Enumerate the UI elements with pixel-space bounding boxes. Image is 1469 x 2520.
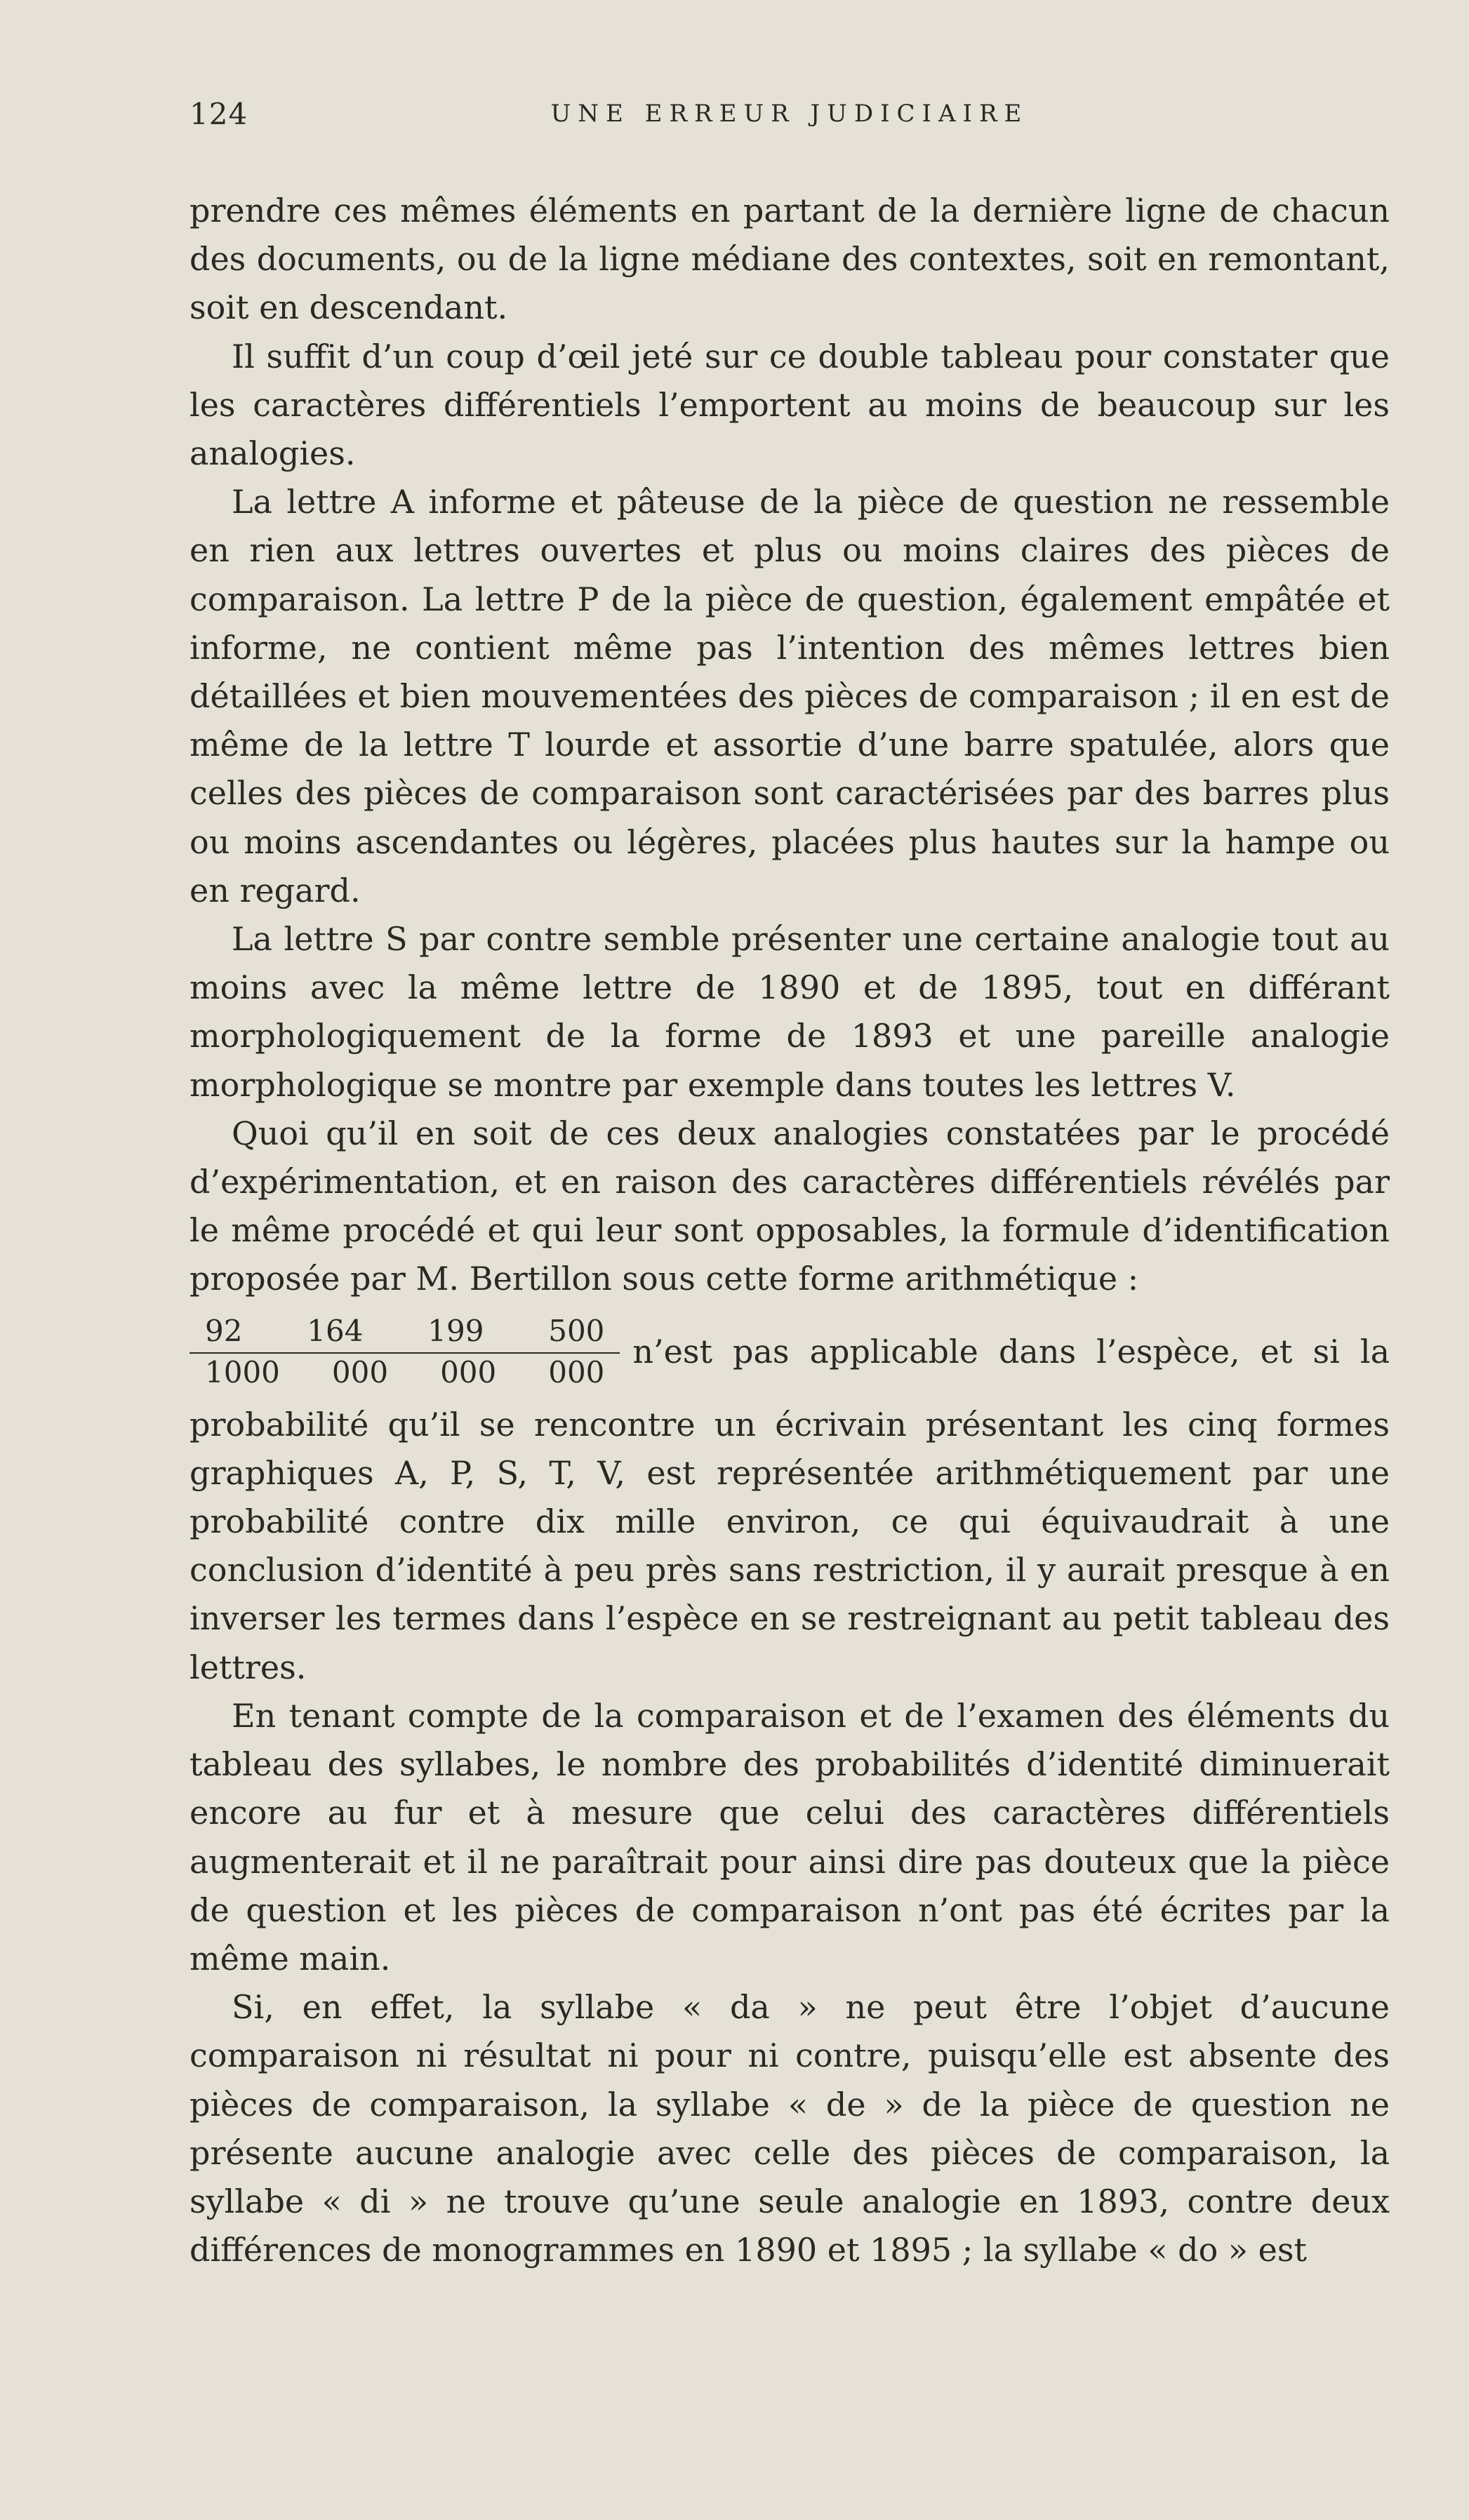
paragraph: Si, en effet, la syllabe « da » ne peut être l’objet d’aucune comparaison ni résultat ni pour ni contre, puisqu’elle est absente des pièces de comparaison, la syllabe « de » de la pièce de question ne présente aucune analogie avec celle des pièces de comparaison, la syllabe « di » ne trouve qu’une seule analogie en 1893, contre deux différences de monogrammes en 1890 et 1895 ; la syllabe « do » est xyxy=(190,1988,1390,2269)
paragraph: En tenant compte de la comparaison et de l’examen des éléments du tableau des syllabes, le nombre des probabilités d’identité diminuerait encore au fur et à mesure que celui des caractères différentiels augmenterait et il ne paraîtrait pour ainsi dire pas douteux que la pièce de question et les pièces de comparaison n’ont pas été écrites par la même main. xyxy=(190,1696,1390,1978)
page-number: 124 xyxy=(190,97,248,131)
paragraph: Quoi qu’il en soit de ces deux analogies constatées par le procédé d’expérimentation, et en raison des caractères différentiels révélés par le même procédé et qui leur sont opposables, la formule d’identification proposée par M. Bertillon sous cette forme arithmétique : xyxy=(190,1114,1390,1298)
numerator-term: 500 xyxy=(548,1314,605,1349)
formula-trailing-text: n’est pas applicable dans l’espèce, et si la xyxy=(632,1333,1390,1371)
denominator-term: 000 xyxy=(548,1354,605,1389)
formula-line xyxy=(190,1304,1390,1401)
paragraph: Il suffit d’un coup d’œil jeté sur ce double tableau pour constater que les caractères différentiels l’emportent au moins de beaucoup sur les analogies. xyxy=(190,337,1390,473)
paragraph: La lettre A informe et pâteuse de la pièce de question ne ressemble en rien aux lettres ouvertes et plus ou moins claires des pièces de comparaison. La lettre P de la pièce de question, également empâtée et informe, ne contient même pas l’intention des mêmes lettres bien détaillées et bien mouvementées des pièces de comparaison ; il en est de même de la lettre T lourde et assortie d’une barre spatulée, alors que celles des pièces de comparaison sont caractérisées par des barres plus ou moins ascendantes ou légères, placées plus hautes sur la hampe ou en regard. xyxy=(190,483,1390,909)
paragraph: prendre ces mêmes éléments en partant de la dernière ligne de chacun des documents, ou de la ligne médiane des contextes, soit en remontant, soit en descendant. xyxy=(190,192,1390,327)
body-text xyxy=(190,187,1390,2274)
paragraph: La lettre S par contre semble présenter une certaine analogie tout au moins avec la même lettre de 1890 et de 1895, tout en différant morphologiquement de la forme de 1893 et une pareille analogie morphologique se montre par exemple dans toutes les lettres V. xyxy=(190,920,1390,1104)
identification-formula xyxy=(190,1315,620,1388)
numerator-term: 92 xyxy=(205,1314,243,1349)
denominator-term: 000 xyxy=(331,1354,389,1389)
formula-denominator xyxy=(190,1352,620,1389)
paragraph-continuation: probabilité qu’il se rencontre un écrivain présentant les cinq formes graphiques A, P, S, T, V, est représentée arithmétiquement par une probabilité contre dix mille environ, ce qui équivaudrait à une conclusion d’identité à peu près sans restriction, il y aurait presque à en inverser les termes dans l’espèce en se restreignant au petit tableau des lettres. xyxy=(190,1405,1390,1686)
denominator-term: 1000 xyxy=(205,1354,280,1389)
running-title: UNE ERREUR JUDICIAIRE xyxy=(550,100,1029,128)
numerator-term: 164 xyxy=(307,1314,364,1349)
denominator-term: 000 xyxy=(440,1354,497,1389)
numerator-term: 199 xyxy=(427,1314,484,1349)
formula-numerator xyxy=(190,1315,620,1352)
page-header xyxy=(190,97,1390,139)
